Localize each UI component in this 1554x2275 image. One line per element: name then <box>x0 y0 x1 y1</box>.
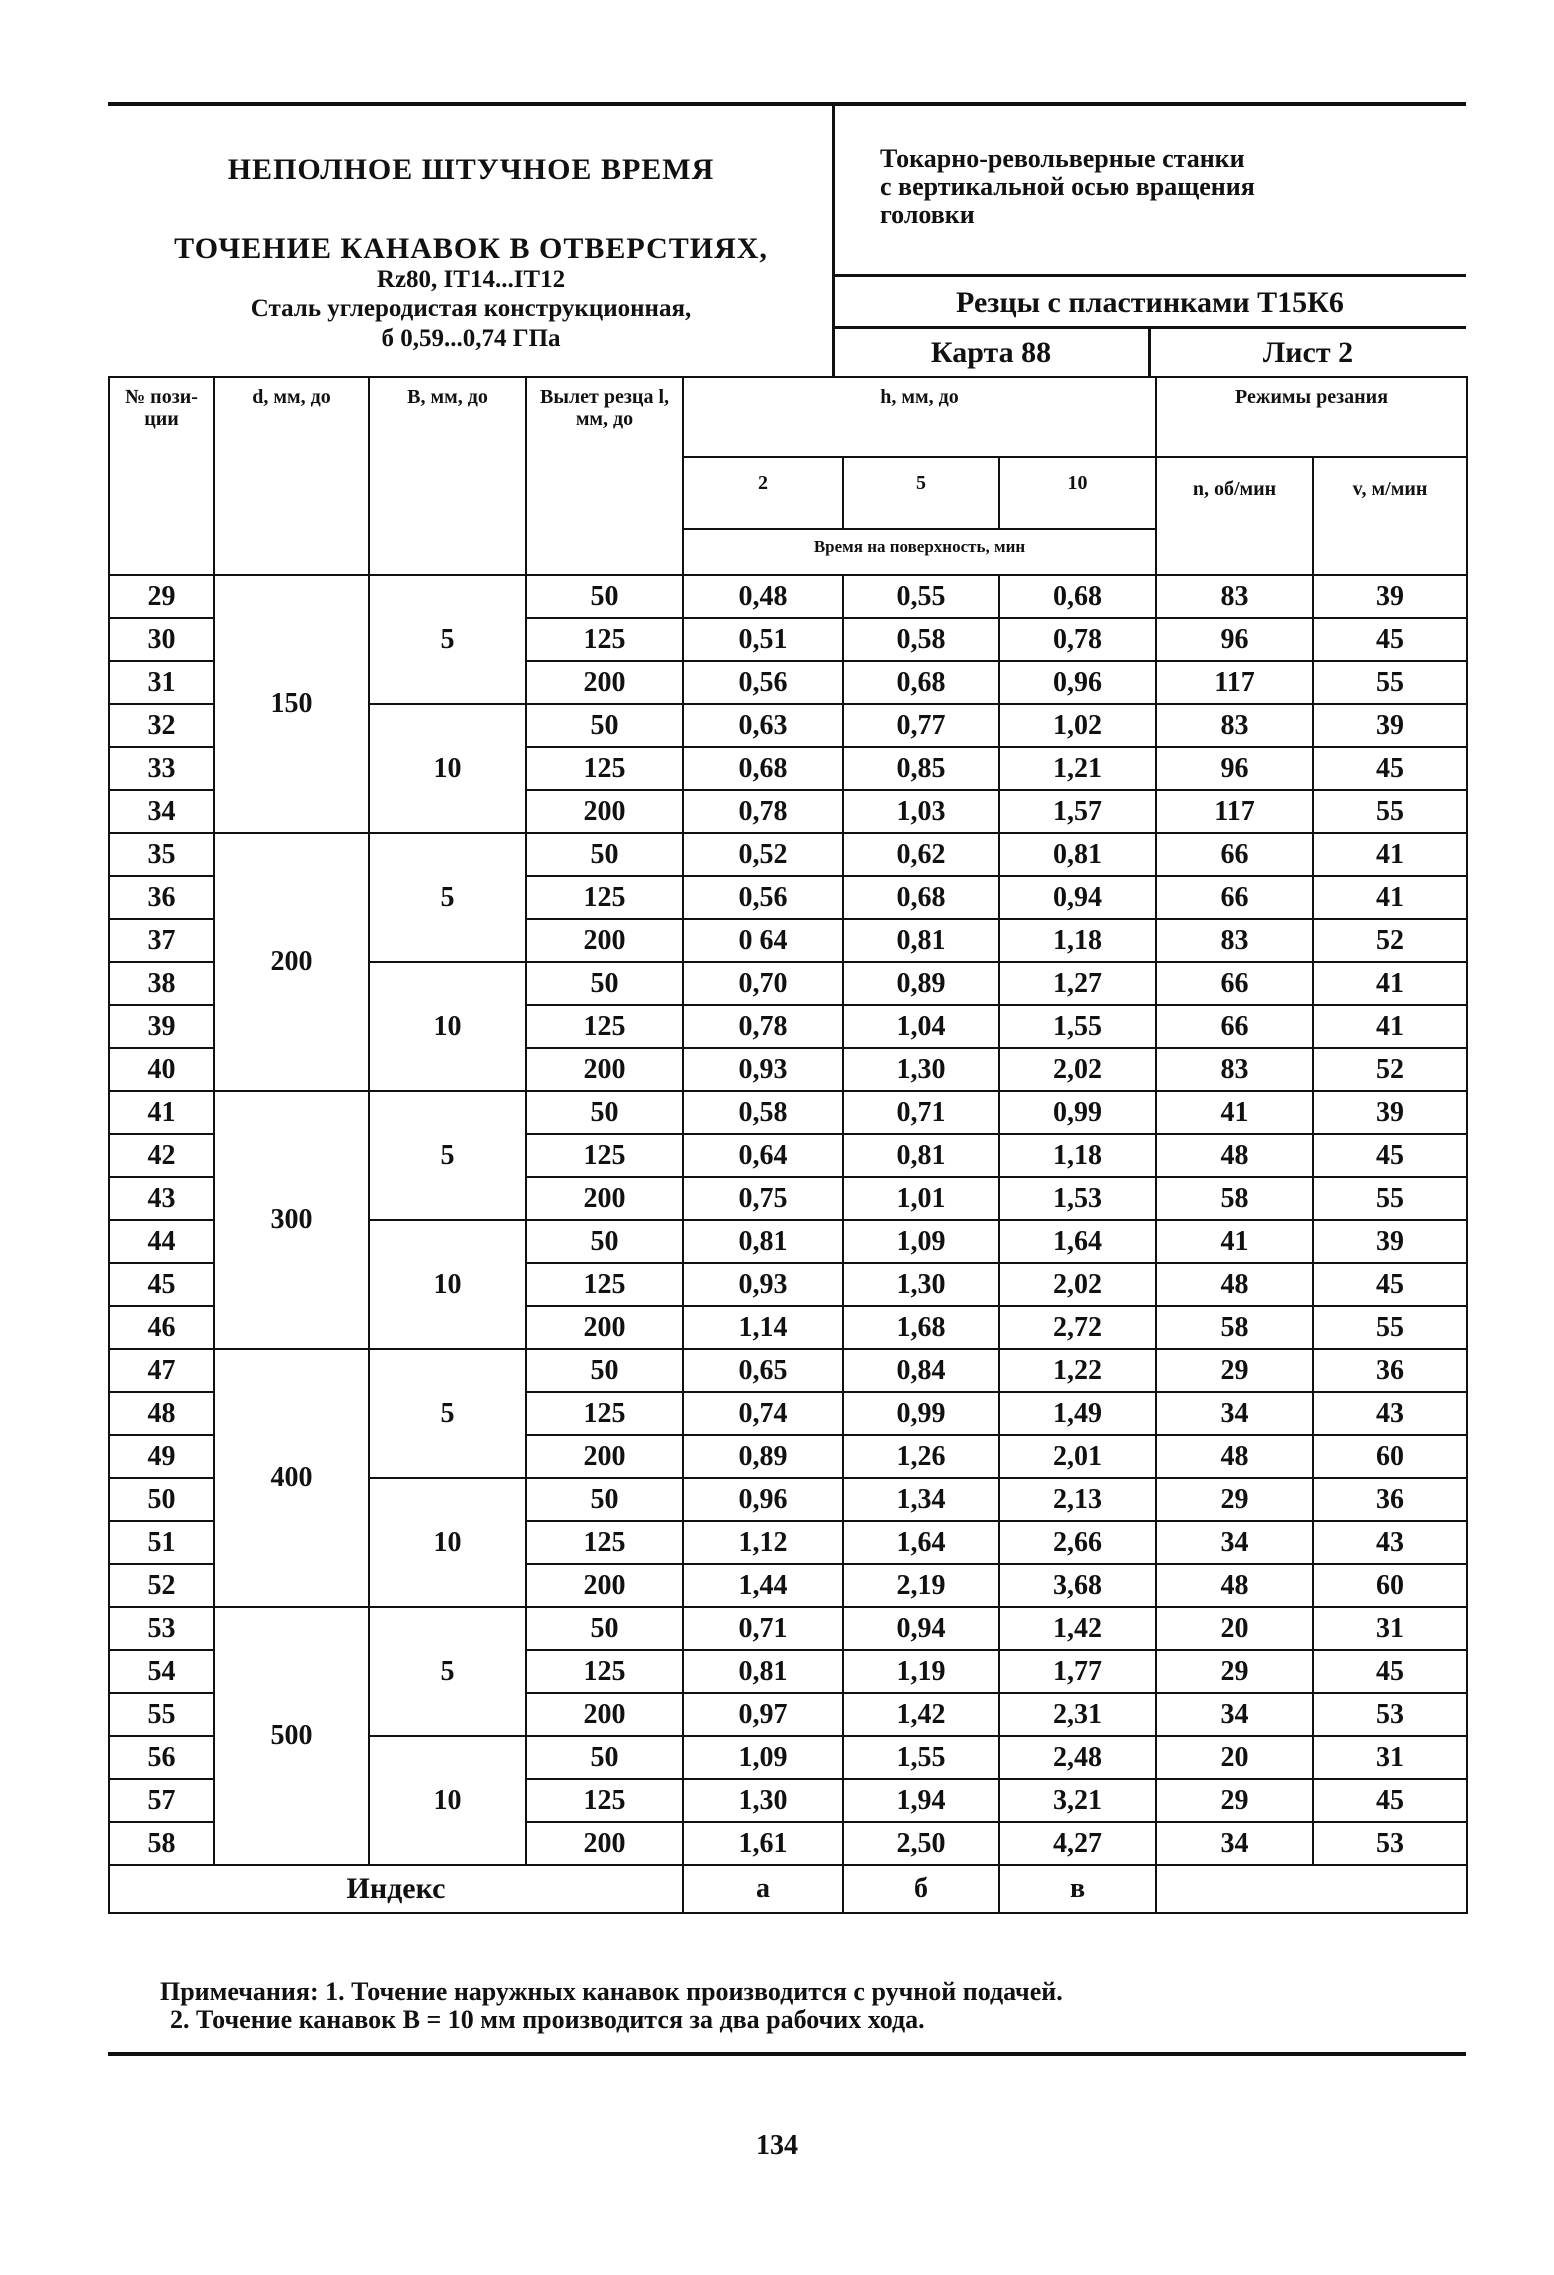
cell-position: 29 <box>109 575 214 618</box>
cell-rpm: 83 <box>1156 1048 1313 1091</box>
cell-width: 5 <box>369 1607 526 1736</box>
time-table <box>108 376 1468 1914</box>
cell-rpm: 29 <box>1156 1650 1313 1693</box>
cell-overhang: 125 <box>526 1392 683 1435</box>
cell-time-h5: 0,77 <box>843 704 999 747</box>
cell-overhang: 200 <box>526 1822 683 1865</box>
cell-time-h10: 1,42 <box>999 1607 1156 1650</box>
cell-speed: 45 <box>1313 1263 1467 1306</box>
cell-overhang: 200 <box>526 1177 683 1220</box>
cell-time-h2: 0,74 <box>683 1392 843 1435</box>
cell-time-h2: 0,68 <box>683 747 843 790</box>
title-line-4: Сталь углеродистая конструкционная, <box>250 295 692 322</box>
cell-speed: 45 <box>1313 1779 1467 1822</box>
cell-time-h5: 1,30 <box>843 1263 999 1306</box>
cell-position: 43 <box>109 1177 214 1220</box>
col-header-h2: 2 <box>683 457 843 529</box>
cell-speed: 55 <box>1313 1306 1467 1349</box>
cell-position: 50 <box>109 1478 214 1521</box>
cell-rpm: 48 <box>1156 1263 1313 1306</box>
cell-time-h10: 2,48 <box>999 1736 1156 1779</box>
cell-time-h10: 2,72 <box>999 1306 1156 1349</box>
cell-time-h2: 1,61 <box>683 1822 843 1865</box>
cell-overhang: 50 <box>526 833 683 876</box>
cell-speed: 52 <box>1313 919 1467 962</box>
cell-time-h5: 1,03 <box>843 790 999 833</box>
cell-position: 38 <box>109 962 214 1005</box>
cell-time-h2: 1,44 <box>683 1564 843 1607</box>
machine-line-3: головки <box>880 200 975 229</box>
cell-diameter: 150 <box>214 575 369 833</box>
cell-time-h2: 0,93 <box>683 1048 843 1091</box>
cell-speed: 36 <box>1313 1349 1467 1392</box>
cell-diameter: 500 <box>214 1607 369 1865</box>
cell-time-h5: 1,30 <box>843 1048 999 1091</box>
cell-time-h5: 0,85 <box>843 747 999 790</box>
cell-time-h5: 0,62 <box>843 833 999 876</box>
col-header-modes: Режимы резания <box>1156 377 1467 457</box>
cell-time-h5: 0,68 <box>843 661 999 704</box>
cell-speed: 60 <box>1313 1564 1467 1607</box>
cell-position: 45 <box>109 1263 214 1306</box>
cell-overhang: 200 <box>526 1435 683 1478</box>
cell-speed: 45 <box>1313 1134 1467 1177</box>
cell-overhang: 50 <box>526 575 683 618</box>
cell-rpm: 48 <box>1156 1134 1313 1177</box>
cell-speed: 43 <box>1313 1392 1467 1435</box>
col-header-pos: № пози-ции <box>109 377 214 575</box>
cell-time-h5: 0,84 <box>843 1349 999 1392</box>
cell-time-h5: 1,42 <box>843 1693 999 1736</box>
index-c: в <box>999 1865 1156 1913</box>
cell-speed: 41 <box>1313 833 1467 876</box>
cell-rpm: 66 <box>1156 1005 1313 1048</box>
cell-time-h10: 1,53 <box>999 1177 1156 1220</box>
cell-time-h2: 0,93 <box>683 1263 843 1306</box>
cell-position: 32 <box>109 704 214 747</box>
table-row <box>109 575 1467 618</box>
cell-time-h5: 1,01 <box>843 1177 999 1220</box>
cell-rpm: 117 <box>1156 661 1313 704</box>
tool-label: Резцы с пластинками Т15К6 <box>956 286 1344 319</box>
title-line-3: Rz80, IT14...IT12 <box>376 266 566 293</box>
sheet-label: Лист 2 <box>1262 336 1354 369</box>
cell-speed: 45 <box>1313 1650 1467 1693</box>
cell-time-h2: 1,12 <box>683 1521 843 1564</box>
cell-speed: 36 <box>1313 1478 1467 1521</box>
cell-position: 53 <box>109 1607 214 1650</box>
cell-position: 34 <box>109 790 214 833</box>
cell-time-h10: 0,99 <box>999 1091 1156 1134</box>
cell-speed: 52 <box>1313 1048 1467 1091</box>
cell-position: 42 <box>109 1134 214 1177</box>
cell-speed: 39 <box>1313 1220 1467 1263</box>
cell-time-h5: 1,04 <box>843 1005 999 1048</box>
cell-speed: 60 <box>1313 1435 1467 1478</box>
cell-rpm: 83 <box>1156 704 1313 747</box>
cell-position: 47 <box>109 1349 214 1392</box>
cell-speed: 39 <box>1313 704 1467 747</box>
cell-overhang: 50 <box>526 1349 683 1392</box>
cell-position: 40 <box>109 1048 214 1091</box>
cell-rpm: 96 <box>1156 618 1313 661</box>
cell-position: 36 <box>109 876 214 919</box>
cell-time-h5: 0,99 <box>843 1392 999 1435</box>
cell-rpm: 29 <box>1156 1779 1313 1822</box>
cell-rpm: 34 <box>1156 1521 1313 1564</box>
page-title-block <box>108 108 834 376</box>
cell-overhang: 125 <box>526 1779 683 1822</box>
cell-time-h10: 2,01 <box>999 1435 1156 1478</box>
cell-overhang: 125 <box>526 1134 683 1177</box>
cell-time-h10: 2,02 <box>999 1048 1156 1091</box>
cell-time-h2: 1,14 <box>683 1306 843 1349</box>
cell-width: 10 <box>369 1220 526 1349</box>
cell-width: 10 <box>369 704 526 833</box>
cell-time-h2: 0,48 <box>683 575 843 618</box>
index-label: Индекс <box>109 1865 683 1913</box>
cell-speed: 31 <box>1313 1736 1467 1779</box>
cell-position: 37 <box>109 919 214 962</box>
table-row <box>109 1091 1467 1134</box>
cell-speed: 45 <box>1313 747 1467 790</box>
cell-time-h2: 0,56 <box>683 661 843 704</box>
cell-rpm: 29 <box>1156 1349 1313 1392</box>
cell-time-h5: 2,19 <box>843 1564 999 1607</box>
cell-overhang: 125 <box>526 1005 683 1048</box>
index-empty <box>1156 1865 1467 1913</box>
machine-line-2: с вертикальной осью вращения <box>880 172 1255 201</box>
cell-time-h2: 0,70 <box>683 962 843 1005</box>
cell-time-h2: 1,09 <box>683 1736 843 1779</box>
page-number: 134 <box>756 2130 798 2161</box>
cell-time-h10: 1,55 <box>999 1005 1156 1048</box>
card-label: Карта 88 <box>930 336 1052 369</box>
cell-overhang: 125 <box>526 1263 683 1306</box>
cell-time-h2: 0,52 <box>683 833 843 876</box>
cell-speed: 55 <box>1313 790 1467 833</box>
index-b: б <box>843 1865 999 1913</box>
cell-width: 10 <box>369 962 526 1091</box>
cell-rpm: 83 <box>1156 575 1313 618</box>
cell-speed: 43 <box>1313 1521 1467 1564</box>
col-header-time: Время на поверхность, мин <box>683 529 1156 575</box>
cell-rpm: 58 <box>1156 1177 1313 1220</box>
cell-time-h10: 1,02 <box>999 704 1156 747</box>
cell-position: 44 <box>109 1220 214 1263</box>
machine-type <box>880 145 1460 229</box>
table-body <box>109 575 1467 1865</box>
cell-time-h5: 0,94 <box>843 1607 999 1650</box>
cell-width: 5 <box>369 1091 526 1220</box>
col-header-d: d, мм, до <box>214 377 369 575</box>
cell-overhang: 200 <box>526 1048 683 1091</box>
cell-time-h10: 3,68 <box>999 1564 1156 1607</box>
cell-time-h10: 4,27 <box>999 1822 1156 1865</box>
header-right-rule-1 <box>834 274 1466 277</box>
cell-time-h10: 0,81 <box>999 833 1156 876</box>
cell-time-h10: 3,21 <box>999 1779 1156 1822</box>
cell-overhang: 200 <box>526 1693 683 1736</box>
cell-time-h10: 1,21 <box>999 747 1156 790</box>
cell-diameter: 400 <box>214 1349 369 1607</box>
cell-time-h5: 0,71 <box>843 1091 999 1134</box>
cell-time-h2: 0,65 <box>683 1349 843 1392</box>
table-row <box>109 1607 1467 1650</box>
cell-rpm: 20 <box>1156 1607 1313 1650</box>
cell-overhang: 200 <box>526 790 683 833</box>
cell-position: 49 <box>109 1435 214 1478</box>
cell-time-h10: 1,22 <box>999 1349 1156 1392</box>
cell-speed: 45 <box>1313 618 1467 661</box>
cell-overhang: 50 <box>526 1220 683 1263</box>
cell-position: 39 <box>109 1005 214 1048</box>
cell-time-h2: 0,81 <box>683 1220 843 1263</box>
cell-overhang: 200 <box>526 1306 683 1349</box>
machine-line-1: Токарно-револьверные станки <box>880 144 1245 173</box>
cell-time-h2: 0,75 <box>683 1177 843 1220</box>
cell-speed: 31 <box>1313 1607 1467 1650</box>
col-header-h5: 5 <box>843 457 999 529</box>
cell-time-h10: 1,49 <box>999 1392 1156 1435</box>
cell-time-h10: 1,27 <box>999 962 1156 1005</box>
cell-overhang: 200 <box>526 919 683 962</box>
cell-rpm: 34 <box>1156 1693 1313 1736</box>
cell-width: 5 <box>369 833 526 962</box>
cell-time-h5: 1,19 <box>843 1650 999 1693</box>
table-row <box>109 1349 1467 1392</box>
col-header-b: B, мм, до <box>369 377 526 575</box>
cell-time-h2: 0 64 <box>683 919 843 962</box>
cell-time-h5: 1,68 <box>843 1306 999 1349</box>
cell-rpm: 66 <box>1156 833 1313 876</box>
cell-overhang: 50 <box>526 704 683 747</box>
cell-time-h5: 0,81 <box>843 919 999 962</box>
note-line-1: Примечания: 1. Точение наружных канавок производится с ручной подачей. <box>160 1977 1063 2006</box>
cell-position: 35 <box>109 833 214 876</box>
col-header-h: h, мм, до <box>683 377 1156 457</box>
cell-diameter: 200 <box>214 833 369 1091</box>
cell-position: 30 <box>109 618 214 661</box>
cell-time-h2: 0,64 <box>683 1134 843 1177</box>
cell-time-h10: 0,68 <box>999 575 1156 618</box>
cell-overhang: 50 <box>526 1091 683 1134</box>
cell-position: 58 <box>109 1822 214 1865</box>
cell-rpm: 34 <box>1156 1392 1313 1435</box>
cell-time-h10: 2,31 <box>999 1693 1156 1736</box>
cell-rpm: 29 <box>1156 1478 1313 1521</box>
cell-rpm: 83 <box>1156 919 1313 962</box>
cell-position: 54 <box>109 1650 214 1693</box>
cell-speed: 53 <box>1313 1822 1467 1865</box>
cell-time-h10: 0,94 <box>999 876 1156 919</box>
cell-speed: 41 <box>1313 962 1467 1005</box>
cell-rpm: 117 <box>1156 790 1313 833</box>
cell-overhang: 50 <box>526 1607 683 1650</box>
col-header-n: n, об/мин <box>1156 457 1313 575</box>
cell-time-h10: 1,18 <box>999 919 1156 962</box>
cell-time-h2: 0,96 <box>683 1478 843 1521</box>
cell-time-h5: 1,94 <box>843 1779 999 1822</box>
cell-time-h2: 0,89 <box>683 1435 843 1478</box>
cell-time-h2: 0,71 <box>683 1607 843 1650</box>
cell-rpm: 41 <box>1156 1220 1313 1263</box>
cell-speed: 41 <box>1313 876 1467 919</box>
cell-overhang: 50 <box>526 1478 683 1521</box>
table-row <box>109 833 1467 876</box>
cell-time-h2: 1,30 <box>683 1779 843 1822</box>
cell-overhang: 50 <box>526 1736 683 1779</box>
cell-time-h5: 1,09 <box>843 1220 999 1263</box>
cell-time-h10: 1,57 <box>999 790 1156 833</box>
cell-time-h2: 0,56 <box>683 876 843 919</box>
cell-time-h10: 2,02 <box>999 1263 1156 1306</box>
col-header-overhang: Вылет резца l, мм, до <box>526 377 683 575</box>
cell-time-h5: 0,58 <box>843 618 999 661</box>
top-rule <box>108 102 1466 106</box>
cell-time-h5: 1,55 <box>843 1736 999 1779</box>
cell-rpm: 48 <box>1156 1564 1313 1607</box>
cell-time-h2: 0,58 <box>683 1091 843 1134</box>
cell-time-h2: 0,78 <box>683 790 843 833</box>
cell-position: 41 <box>109 1091 214 1134</box>
cell-diameter: 300 <box>214 1091 369 1349</box>
title-line-5: б 0,59...0,74 ГПа <box>381 325 561 352</box>
cell-time-h5: 2,50 <box>843 1822 999 1865</box>
cell-time-h2: 0,81 <box>683 1650 843 1693</box>
cell-time-h10: 2,13 <box>999 1478 1156 1521</box>
cell-overhang: 200 <box>526 661 683 704</box>
cell-time-h5: 1,64 <box>843 1521 999 1564</box>
cell-width: 10 <box>369 1736 526 1865</box>
cell-time-h10: 1,77 <box>999 1650 1156 1693</box>
cell-position: 48 <box>109 1392 214 1435</box>
cell-position: 52 <box>109 1564 214 1607</box>
cell-time-h2: 0,51 <box>683 618 843 661</box>
cell-time-h5: 0,68 <box>843 876 999 919</box>
col-header-h10: 10 <box>999 457 1156 529</box>
cell-speed: 39 <box>1313 1091 1467 1134</box>
index-a: а <box>683 1865 843 1913</box>
cell-time-h10: 1,18 <box>999 1134 1156 1177</box>
title-line-1: НЕПОЛНОЕ ШТУЧНОЕ ВРЕМЯ <box>227 153 715 186</box>
cell-time-h5: 0,81 <box>843 1134 999 1177</box>
cell-overhang: 200 <box>526 1564 683 1607</box>
cell-time-h5: 0,89 <box>843 962 999 1005</box>
cell-position: 31 <box>109 661 214 704</box>
cell-time-h5: 1,26 <box>843 1435 999 1478</box>
cell-time-h10: 0,96 <box>999 661 1156 704</box>
bottom-rule <box>108 2052 1466 2056</box>
cell-width: 10 <box>369 1478 526 1607</box>
cell-overhang: 50 <box>526 962 683 1005</box>
note-line-2: 2. Точение канавок B = 10 мм производится за два рабочих хода. <box>170 2005 925 2034</box>
cell-speed: 55 <box>1313 661 1467 704</box>
cell-rpm: 20 <box>1156 1736 1313 1779</box>
cell-rpm: 58 <box>1156 1306 1313 1349</box>
title-line-2: ТОЧЕНИЕ КАНАВОК В ОТВЕРСТИЯХ, <box>174 232 768 265</box>
cell-width: 5 <box>369 575 526 704</box>
cell-position: 56 <box>109 1736 214 1779</box>
col-header-v: v, м/мин <box>1313 457 1467 575</box>
cell-position: 46 <box>109 1306 214 1349</box>
cell-time-h2: 0,97 <box>683 1693 843 1736</box>
cell-overhang: 125 <box>526 876 683 919</box>
cell-time-h2: 0,78 <box>683 1005 843 1048</box>
cell-speed: 41 <box>1313 1005 1467 1048</box>
cell-position: 51 <box>109 1521 214 1564</box>
cell-width: 5 <box>369 1349 526 1478</box>
notes <box>160 1978 1440 2034</box>
cell-position: 33 <box>109 747 214 790</box>
cell-overhang: 125 <box>526 1650 683 1693</box>
cell-time-h10: 0,78 <box>999 618 1156 661</box>
cell-rpm: 66 <box>1156 876 1313 919</box>
cell-speed: 53 <box>1313 1693 1467 1736</box>
cell-position: 55 <box>109 1693 214 1736</box>
cell-rpm: 34 <box>1156 1822 1313 1865</box>
cell-position: 57 <box>109 1779 214 1822</box>
cell-time-h5: 1,34 <box>843 1478 999 1521</box>
cell-time-h5: 0,55 <box>843 575 999 618</box>
cell-speed: 55 <box>1313 1177 1467 1220</box>
cell-rpm: 96 <box>1156 747 1313 790</box>
cell-time-h2: 0,63 <box>683 704 843 747</box>
cell-rpm: 41 <box>1156 1091 1313 1134</box>
cell-overhang: 125 <box>526 747 683 790</box>
cell-overhang: 125 <box>526 1521 683 1564</box>
cell-speed: 39 <box>1313 575 1467 618</box>
cell-rpm: 48 <box>1156 1435 1313 1478</box>
cell-time-h10: 1,64 <box>999 1220 1156 1263</box>
cell-time-h10: 2,66 <box>999 1521 1156 1564</box>
cell-overhang: 125 <box>526 618 683 661</box>
cell-rpm: 66 <box>1156 962 1313 1005</box>
